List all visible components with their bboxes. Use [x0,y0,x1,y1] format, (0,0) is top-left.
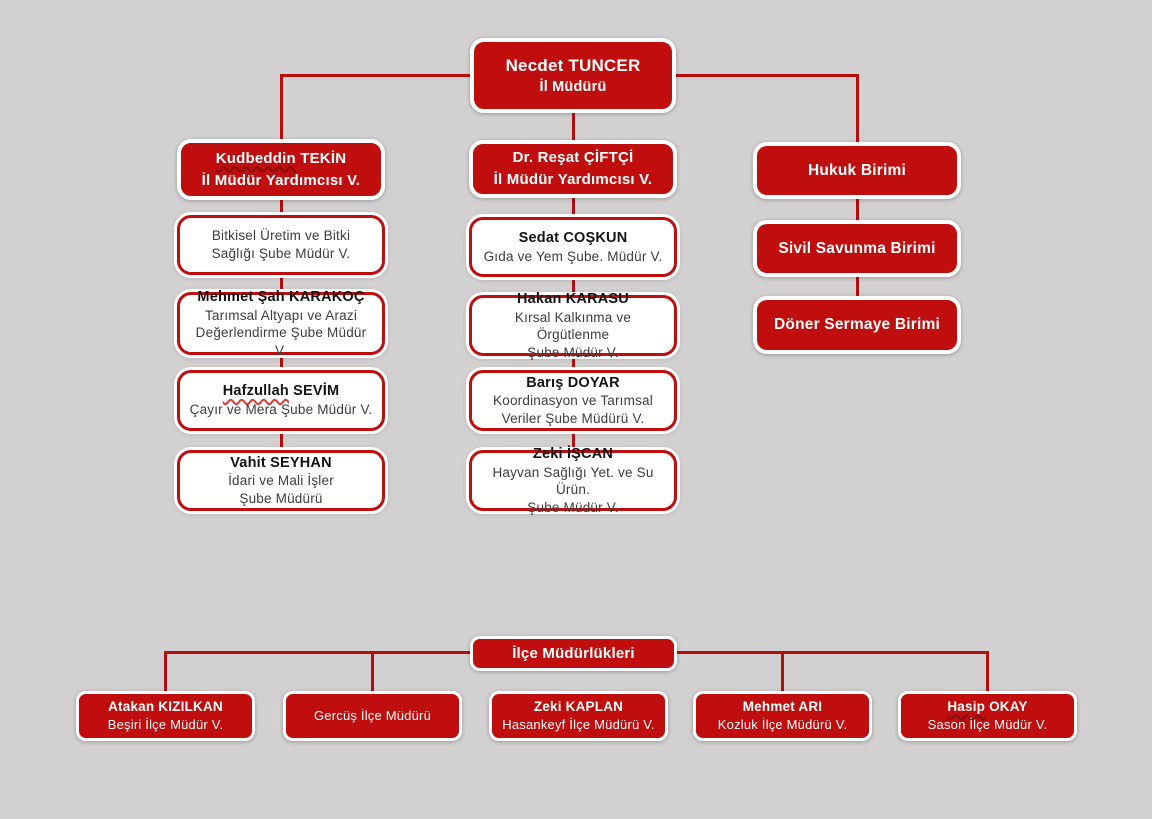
connector-district-5-vertical [986,651,989,692]
node-title-line1: Tarımsal Altyapı ve Arazi [204,307,358,323]
node-title: Beşiri İlçe Müdür V. [107,717,224,733]
name-rest: SEVİM [288,383,340,400]
unit-label: Sivil Savunma Birimi [778,239,936,257]
node-name: Hakan KARASU [517,290,629,307]
node-title-line1: Koordinasyon ve Tarımsal [493,393,653,409]
node-zeki-iscan [469,445,677,515]
node-baris-doyar [469,370,677,431]
node-name: Mehmet Şah KARAKOÇ [197,288,365,305]
node-il-muduru-name: Necdet TUNCER [505,55,641,75]
node-title-line2: Veriler Şube Müdürü V. [501,410,645,426]
node-hafzullah-sevim [177,370,385,431]
node-name: Mehmet ARI [742,699,823,715]
districts-header-label: İlçe Müdürlükleri [512,645,635,662]
connector-district-4-vertical [781,651,784,692]
node-name: Vahit SEYHAN [230,454,332,471]
node-mudur-yardimcisi-2-title: İl Müdür Yardımcısı V. [493,171,653,188]
connector-root-left-horizontal [281,74,470,77]
node-il-muduru [470,38,676,113]
node-vahit-seyhan [177,450,385,511]
node-besiri [76,691,255,741]
node-name: Zeki KAPLAN [533,699,624,715]
node-hakan-karasu [469,290,677,360]
node-title: Kozluk İlçe Müdürü V. [717,717,848,733]
node-title-line1: İdari ve Mali İşler [228,473,334,489]
misspelled-word: Hafzullah [222,383,289,400]
node-title: Sason İlçe Müdür V. [927,717,1048,733]
node-ilce-mudurlukleri [470,636,677,671]
node-mudur-yardimcisi-2 [469,140,677,198]
misspelled-word: Kudbeddin [215,149,296,167]
node-hukuk-birimi [753,142,961,199]
unit-label: Hukuk Birimi [807,161,906,179]
unit-label: Döner Sermaye Birimi [774,316,940,333]
node-name: Zeki İŞCAN [532,445,614,462]
node-title-line1: Bitkisel Üretim ve Bitki [211,228,351,244]
node-il-muduru-title: İl Müdürü [539,79,607,96]
connector-district-2-vertical [371,651,374,692]
node-mudur-yardimcisi-1-title: İl Müdür Yardımcısı V. [201,171,361,189]
node-title-line1: Gıda ve Yem Şube. Müdür V. [483,248,663,264]
node-title-line2: Şube Müdürü [239,490,323,506]
node-gercus [283,691,462,741]
node-mudur-yardimcisi-1-name [216,148,347,170]
node-mudur-yardimcisi-1 [177,139,385,200]
node-name: Atakan KIZILKAN [108,699,223,715]
node-sason [898,691,1077,741]
node-sedat-coskun [469,217,677,277]
name-rest: OKAY [985,699,1028,715]
node-mehmet-sah-karakoc [177,288,385,358]
node-title-line1: Kırsal Kalkınma ve Örgütlenme [514,309,632,343]
node-name: Sedat COŞKUN [518,229,628,246]
node-title-line2: Şube Müdür V. [527,344,619,360]
node-mudur-yardimcisi-2-name: Dr. Reşat ÇİFTÇİ [512,149,634,167]
node-title-line1: Çayır ve Mera Şube Müdür V. [189,402,373,418]
node-title: Gercüş İlçe Müdürü [313,708,432,724]
misspelled-word: Hasip [947,699,986,715]
node-title-line2: Şube Müdür V. [527,499,619,515]
connector-root-right-horizontal [676,74,857,77]
node-kozluk [693,691,872,741]
node-doner-sermaye-birimi [753,296,961,354]
node-title-line1: Hayvan Sağlığı Yet. ve Su Ürün. [492,464,654,498]
node-bitkisel-uretim [177,215,385,275]
node-name: Barış DOYAR [526,374,620,391]
connector-district-1-vertical [164,651,167,692]
node-name [947,698,1027,716]
node-title-line2: Değerlendirme Şube Müdür V. [195,325,367,358]
node-name [223,382,340,401]
node-title-line2: Sağlığı Şube Müdür V. [211,246,351,261]
node-title: Hasankeyf İlçe Müdürü V. [502,717,655,733]
node-sivil-savunma-birimi [753,220,961,277]
node-hasankeyf [489,691,668,741]
name-rest: TEKİN [295,149,347,167]
